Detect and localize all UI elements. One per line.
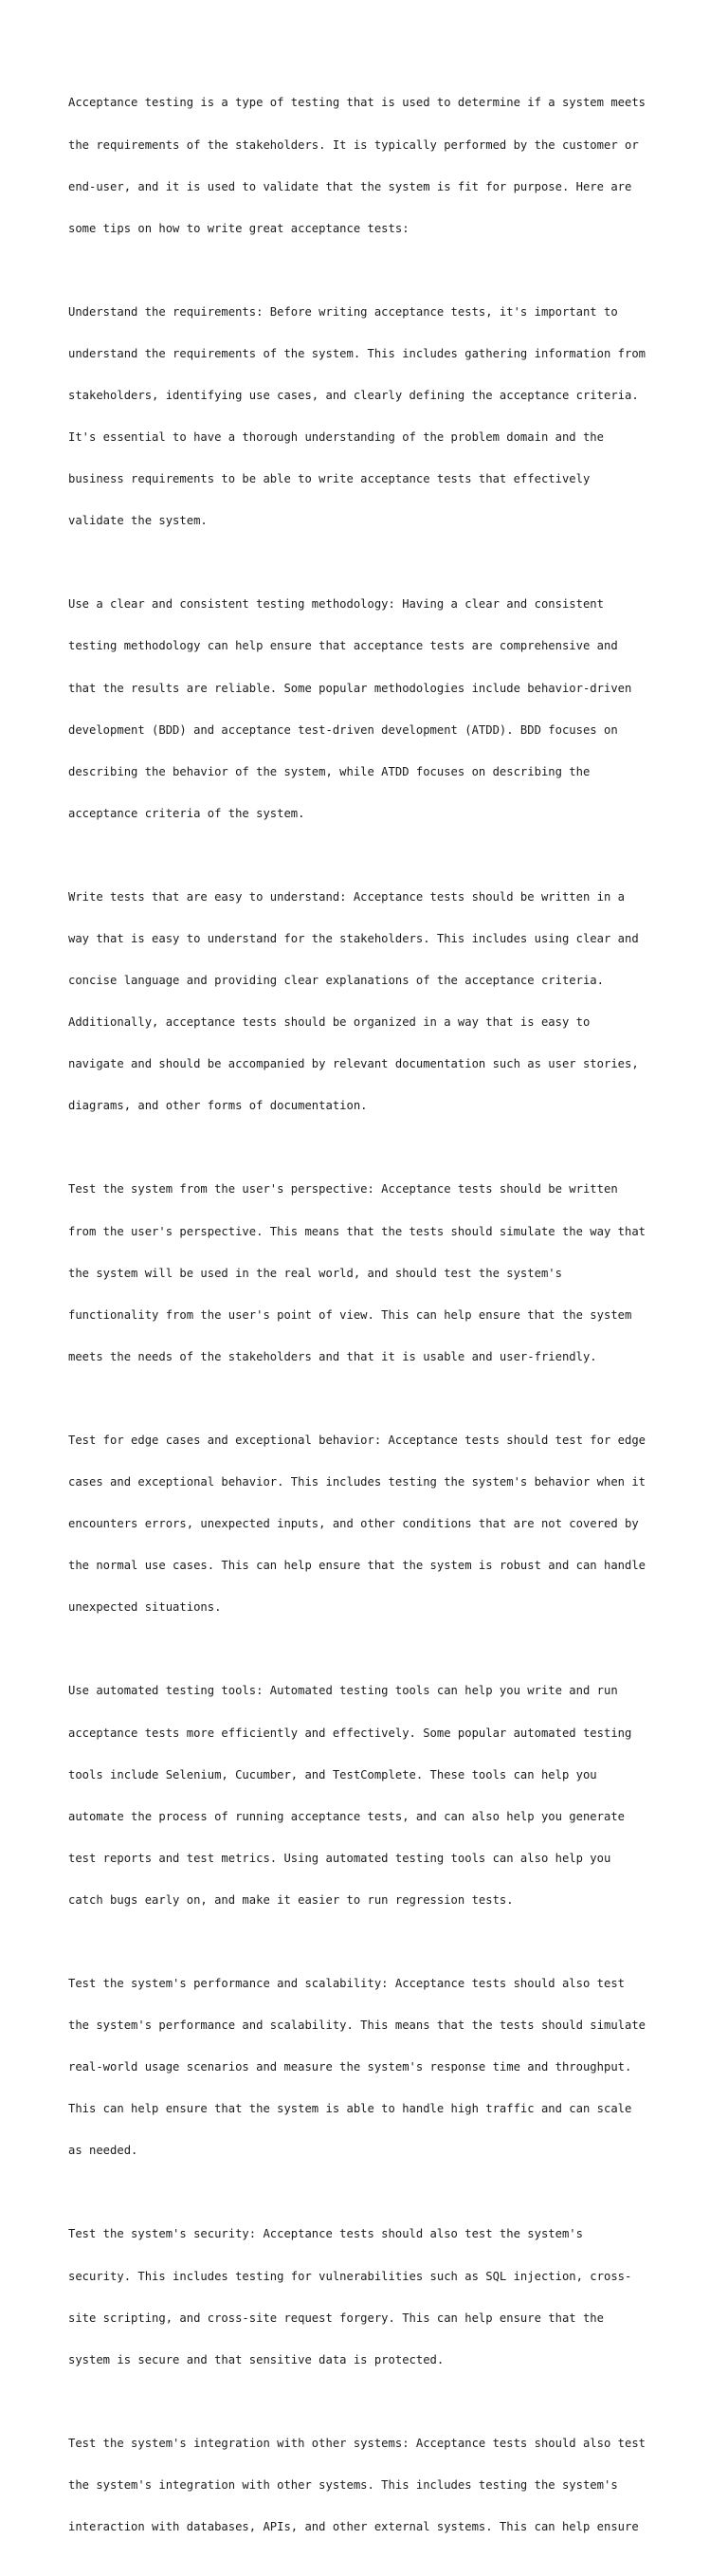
text-line: automate the process of running acceptance tests, and can also help you generate xyxy=(68,1809,625,1823)
text-line: Write tests that are easy to understand: Acceptance tests should be written in a xyxy=(68,889,625,904)
text-line: Use automated testing tools: Automated testing tools can help you write and run xyxy=(68,1684,618,1698)
text-line: Use a clear and consistent testing methodology: Having a clear and consistent xyxy=(68,597,604,612)
text-line: from the user's perspective. This means that the tests should simulate the way that xyxy=(68,1224,646,1238)
text-line: tools include Selenium, Cucumber, and TestComplete. These tools can help you xyxy=(68,1767,597,1781)
text-line: test reports and test metrics. Using automated testing tools can also help you xyxy=(68,1851,611,1865)
text-line: navigate and should be accompanied by relevant documentation such as user stories, xyxy=(68,1057,639,1071)
text-line: acceptance tests more efficiently and effectively. Some popular automated testing xyxy=(68,1726,632,1740)
text-line: validate the system. xyxy=(68,514,208,528)
text-line: testing methodology can help ensure that acceptance tests are comprehensive and xyxy=(68,639,618,653)
text-line: concise language and providing clear explanations of the acceptance criteria. xyxy=(68,974,604,988)
text-line: system is secure and that sensitive data is protected. xyxy=(68,2352,445,2366)
text-line: the requirements of the stakeholders. It is typically performed by the customer or xyxy=(68,137,639,152)
paragraph-performance xyxy=(68,1949,675,2186)
text-line: encounters errors, unexpected inputs, and other conditions that are not covered by xyxy=(68,1517,639,1531)
text-line: unexpected situations. xyxy=(68,1600,222,1615)
text-line: Test the system's performance and scalability: Acceptance tests should also test xyxy=(68,1976,625,1990)
text-line: way that is easy to understand for the stakeholders. This includes using clear and xyxy=(68,932,639,945)
text-line: Test the system's integration with other systems: Acceptance tests should also test xyxy=(68,2436,646,2450)
paragraph-automated-tools xyxy=(68,1656,675,1935)
text-line: functionality from the user's point of view. This can help ensure that the system xyxy=(68,1307,632,1322)
text-line: Understand the requirements: Before writing acceptance tests, it's important to xyxy=(68,304,618,319)
text-line: catch bugs early on, and make it easier to run regression tests. xyxy=(68,1892,514,1907)
text-line: the normal use cases. This can help ensure that the system is robust and can handle xyxy=(68,1559,646,1573)
text-line: understand the requirements of the system. This includes gathering information from xyxy=(68,346,646,360)
text-line: end-user, and it is used to validate that the system is fit for purpose. Here are xyxy=(68,179,632,193)
text-line: This can help ensure that the system is able to handle high traffic and can scale xyxy=(68,2102,632,2116)
paragraph-understand-requirements xyxy=(68,277,675,556)
text-line: business requirements to be able to write acceptance tests that effectively xyxy=(68,472,591,486)
paragraph-integration xyxy=(68,2408,675,2562)
text-line: that the results are reliable. Some popular methodologies include behavior-driven xyxy=(68,681,632,695)
paragraph-easy-to-understand xyxy=(68,863,675,1142)
text-line: cases and exceptional behavior. This includes testing the system's behavior when it xyxy=(68,1475,646,1489)
text-line: Additionally, acceptance tests should be organized in a way that is easy to xyxy=(68,1015,591,1030)
text-line: real-world usage scenarios and measure the system's response time and throughput. xyxy=(68,2060,632,2074)
text-line: development (BDD) and acceptance test-driven development (ATDD). BDD focuses on xyxy=(68,722,618,737)
text-line: interaction with databases, APIs, and other external systems. This can help ensure xyxy=(68,2520,639,2533)
text-line: diagrams, and other forms of documentation. xyxy=(68,1099,368,1113)
text-line: site scripting, and cross-site request forgery. This can help ensure that the xyxy=(68,2311,604,2325)
paragraph-user-perspective xyxy=(68,1155,675,1392)
text-line: It's essential to have a thorough understanding of the problem domain and the xyxy=(68,430,604,445)
text-line: describing the behavior of the system, while ATDD focuses on describing the xyxy=(68,764,591,778)
text-line: meets the needs of the stakeholders and that it is usable and user-friendly. xyxy=(68,1349,597,1363)
text-line: acceptance criteria of the system. xyxy=(68,806,305,820)
text-line: security. This includes testing for vulnerabilities such as SQL injection, cross- xyxy=(68,2269,632,2283)
text-line: the system's integration with other systems. This includes testing the system's xyxy=(68,2477,618,2492)
text-line: Acceptance testing is a type of testing that is used to determine if a system meets xyxy=(68,96,646,110)
document-body xyxy=(68,68,675,2576)
paragraph-security xyxy=(68,2200,675,2395)
text-line: as needed. xyxy=(68,2144,138,2158)
text-line: some tips on how to write great acceptance tests: xyxy=(68,221,410,235)
paragraph-testing-methodology xyxy=(68,570,675,849)
text-line: Test for edge cases and exceptional behavior: Acceptance tests should test for edge xyxy=(68,1433,646,1447)
text-line: Test the system from the user's perspective: Acceptance tests should be written xyxy=(68,1182,618,1197)
text-line: the system's performance and scalability. This means that the tests should simulate xyxy=(68,2019,646,2033)
paragraph-edge-cases xyxy=(68,1406,675,1643)
paragraph-intro xyxy=(68,68,675,264)
text-line: stakeholders, identifying use cases, and clearly defining the acceptance criteria. xyxy=(68,388,639,402)
text-line: the system will be used in the real world, and should test the system's xyxy=(68,1266,562,1280)
text-line: Test the system's security: Acceptance tests should also test the system's xyxy=(68,2227,583,2241)
